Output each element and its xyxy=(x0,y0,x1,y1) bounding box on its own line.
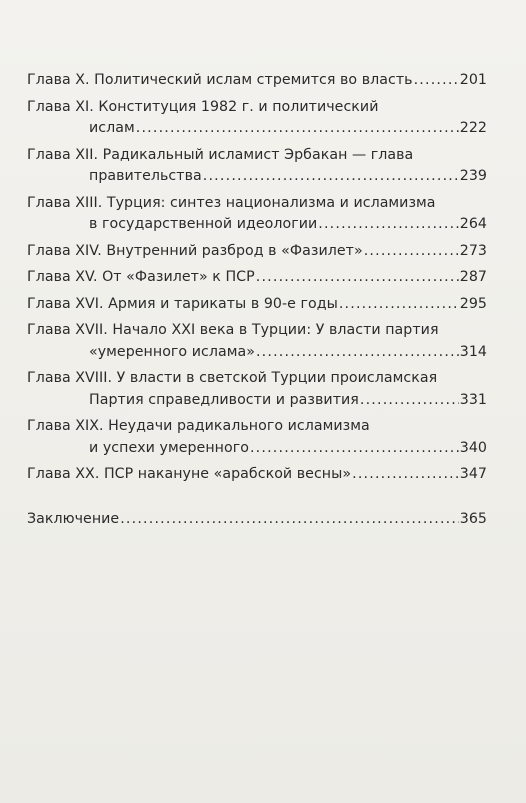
toc-leader-dots xyxy=(364,241,459,263)
toc-entry-title: Глава XX. ПСР накануне «арабской весны» xyxy=(27,466,352,482)
toc-entry-chapter-12 xyxy=(27,145,487,188)
toc-entry-chapter-20 xyxy=(27,464,487,486)
toc-entry-title: Глава XIII. Турция: синтез национализма и исламизма xyxy=(27,194,436,211)
toc-entry-chapter-14 xyxy=(27,241,487,263)
section-gap xyxy=(27,491,487,509)
toc-page-number: 287 xyxy=(459,269,487,285)
toc-leader-dots xyxy=(352,464,459,486)
toc-entry-title: Глава XI. Конституция 1982 г. и политический xyxy=(27,98,379,115)
toc-page-number: 295 xyxy=(459,295,487,312)
table-of-contents xyxy=(27,70,487,535)
toc-leader-dots xyxy=(360,390,459,412)
toc-entry-chapter-16 xyxy=(27,294,487,316)
toc-page-number: 201 xyxy=(459,72,487,88)
toc-leader-dots xyxy=(256,267,459,289)
toc-entry-chapter-17 xyxy=(27,320,487,363)
toc-leader-dots xyxy=(318,214,459,236)
toc-page-number: 314 xyxy=(459,343,487,360)
toc-page-number: 365 xyxy=(459,510,487,527)
toc-entry-conclusion xyxy=(27,509,487,531)
toc-entry-title: Глава XVII. Начало XXI века в Турции: У власти партия xyxy=(27,322,439,338)
toc-leader-dots xyxy=(120,509,459,531)
toc-entry-title: Глава XVI. Армия и тарикаты в 90-е годы xyxy=(27,295,338,312)
toc-entry-chapter-15 xyxy=(27,267,487,289)
toc-entry-chapter-18 xyxy=(27,368,487,411)
toc-entry-title-continued: и успехи умеренного xyxy=(89,439,249,456)
toc-page-number: 347 xyxy=(459,466,487,482)
toc-page-number: 273 xyxy=(459,242,487,259)
toc-leader-dots xyxy=(256,342,459,364)
toc-entry-title: Глава XIX. Неудачи радикального исламизма xyxy=(27,418,370,434)
toc-entry-title-continued: Партия справедливости и развития xyxy=(89,391,359,408)
toc-entry-chapter-10 xyxy=(27,70,487,92)
toc-entry-title: Заключение xyxy=(27,510,120,527)
toc-entry-chapter-13 xyxy=(27,193,487,236)
toc-leader-dots xyxy=(339,294,459,316)
toc-leader-dots xyxy=(250,438,459,460)
toc-page-number: 331 xyxy=(459,391,487,408)
toc-page-number: 222 xyxy=(459,120,487,136)
toc-entry-title-continued: в государственной идеологии xyxy=(89,216,318,232)
toc-entry-title-continued: правительства xyxy=(89,168,202,184)
toc-entry-title-continued: ислам xyxy=(89,120,135,136)
toc-entry-title: Глава XII. Радикальный исламист Эрбакан — глава xyxy=(27,146,414,163)
toc-page-number: 264 xyxy=(459,216,487,232)
toc-leader-dots xyxy=(136,118,459,140)
toc-entry-chapter-11 xyxy=(27,97,487,140)
toc-entry-title: Глава XIV. Внутренний разброд в «Фазилет» xyxy=(27,242,363,259)
toc-entry-title: Глава XVIII. У власти в светской Турции происламская xyxy=(27,370,438,386)
toc-entry-title: Глава X. Политический ислам стремится во власть xyxy=(27,72,413,88)
toc-page-number: 340 xyxy=(459,439,487,456)
toc-entry-title-continued: «умеренного ислама» xyxy=(89,343,255,360)
toc-page-number: 239 xyxy=(459,168,487,184)
toc-entry-chapter-19 xyxy=(27,416,487,459)
toc-leader-dots xyxy=(414,70,459,92)
toc-leader-dots xyxy=(203,166,459,188)
toc-entry-title: Глава XV. От «Фазилет» к ПСР xyxy=(27,269,255,285)
